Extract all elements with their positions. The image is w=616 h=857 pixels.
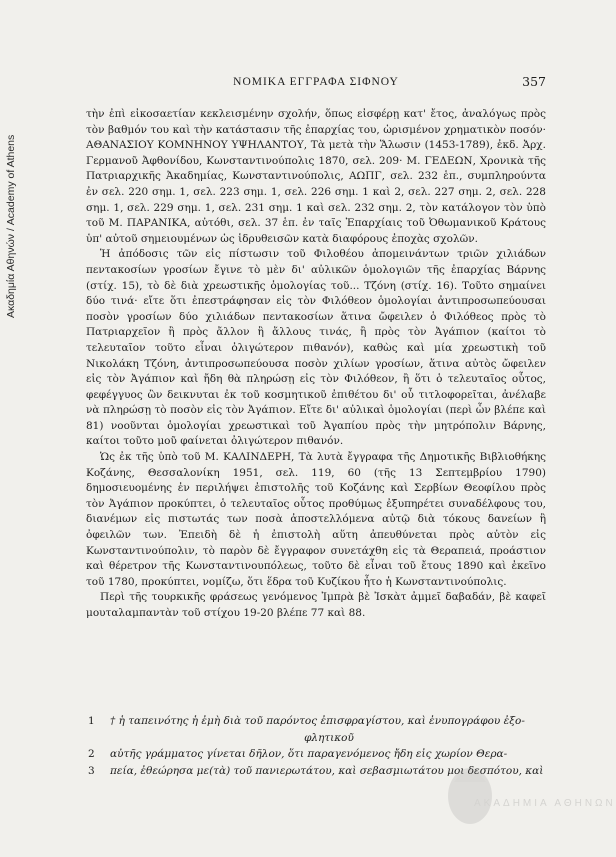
page-number: 357	[522, 74, 546, 89]
athena-head-icon	[440, 760, 500, 830]
watermark-text: ΑΚΑΔΗΜΙΑ ΑΘΗΝΩΝ	[474, 798, 616, 809]
archive-side-label	[5, 18, 31, 318]
line-number: 1	[88, 715, 95, 727]
transcription-line	[88, 713, 548, 730]
paragraph: Ἡ ἀπόδοσις τῶν εἰς πίστωσιν τοῦ Φιλοθέου ἀπομεινάντων τριῶν χιλιάδων πεντακοσίων γροσίων ἔγινε τὸ μὲν δι' αὐλικῶν ὁμολογιῶν τῆς ἐπαρχίας Βάρνης (στίχ. 15), τὸ δὲ διὰ χρεωστικῆς ὁμολογίας τοῦ... Τζόνη (στίχ. 16). Τοῦτο σημαίνει δύο τινά· εἴτε ὅτι ἐπεστράφησαν εἰς τὸν Φιλόθεον ὁμολογίαι ἀντιπροσωπεύουσαι ποσὸν γροσίων δύο χιλιάδων πεντακοσίων ἅτινα ὤφειλεν ὁ Φιλόθεος πρὸς τὸ Πατριαρχεῖον ἢ πρὸς ἄλλον ἢ ἄλλους τινάς, ἢ πρὸς τὸν Ἀγάπιον (καίτοι τὸ τελευταῖον τοῦτο εἶναι ὀλιγώτερον πιθανόν), καθὼς καὶ μία χρεωστικὴ τοῦ Νικολάκη Τζόνη, ἀντιπροσωπεύουσα ποσὸν χιλίων γροσίων, ἅτινα αὐτὸς ὤφειλεν εἰς τὸν Ἀγάπιον καὶ ἤδη θὰ πληρώσῃ εἰς τὸν Φιλόθεον, ἢ ὅτι ὁ τελευταῖος οὗτος, φεφέγγυος ὢν δεικνυται ἐκ τοῦ κοσμητικοῦ ἐπιθέτου δι' οὗ τιτλοφορεῖται, ἀνέλαβε νὰ πληρώσῃ τὸ ποσὸν εἰς τὸν Ἀγάπιον. Εἴτε δι' αὐλικαὶ ὁμολογίαι (περὶ ὧν βλέπε καὶ 81) νοοῦνται ὁμολογίαι χρεωστικαὶ τοῦ Ἀγαπίου πρὸς τὴν μητρόπολιν Βάρνης, καίτοι τοῦτο μοῦ φαίνεται ὀλιγώτερον πιθανόν.	[86, 248, 546, 448]
line-text: πεία, ἐθεώρησα με(τὰ) τοῦ πανιερωτάτου, καὶ σεβασμιωτάτου μοι δεσπότου, καὶ	[110, 764, 544, 777]
line-number: 2	[88, 748, 95, 760]
archive-side-label-text: Ακαδημία Αθηνών / Academy of Athens	[5, 134, 17, 318]
academy-watermark	[440, 760, 616, 830]
page-header	[86, 76, 546, 94]
line-text: † ἡ ταπεινότης ἡ ἐμὴ διὰ τοῦ παρόντος ἐπισφραγίστου, καὶ ἐνυπογράφου ἐξο-	[110, 715, 525, 727]
line-continuation: φλητικοῦ	[304, 731, 354, 744]
line-number: 3	[88, 764, 95, 777]
paragraph: Ὡς ἐκ τῆς ὑπὸ τοῦ Μ. ΚΑΛΙΝΔΕΡΗ, Τὰ λυτὰ ἔγγραφα τῆς Δημοτικῆς Βιβλιοθήκης Κοζάνης, Θεσσαλονίκη 1951, σελ. 119, 60 (τῆς 13 Σεπτεμβρίου 1790) δημοσιευομένης ἐν περιλήψει ἐπιστολῆς τοῦ Κοζάνης καὶ Σερβίων Θεοφίλου πρὸς τὸν Ἀγάπιον προκύπτει, ὁ τελευταῖος οὗτος προθύμως ἐξυπηρέτει συναδέλφους του, διανέμων εἰς πιστωτάς των ποσὰ ἀποστελλόμενα αὐτῷ διὰ τόκους δανείων ἢ ὀφειλῶν των. Ἐπειδὴ δὲ ἡ ἐπιστολὴ αὕτη ἀπευθύνεται πρὸς αὐτὸν εἰς Κωνσταντινούπολιν, τὸ παρὸν δὲ ἔγγραφον συνετάχθη εἰς τὰ Θεραπειά, προάστιον καὶ θέρετρον τῆς Κωνσταντινουπόλεως, τοῦτο δὲ εἶναι τοῦ ἔτους 1890 καὶ ἐκεῖνο τοῦ 1780, προκύπτει, νομίζω, ὅτι ἕδρα τοῦ Κυζίκου ἦτο ἡ Κωνσταντινούπολις.	[86, 451, 546, 588]
paragraph: Περὶ τῆς τουρκικῆς φράσεως γενόμενος Ἰμπρὰ βὲ Ἰσκὰτ ἀμμεῖ δαβαδάν, βὲ καφεῖ μουταλαμπαντὰν τοῦ στίχου 19-20 βλέπε 77 καὶ 88.	[86, 591, 546, 619]
body-text	[86, 107, 546, 622]
paragraph: τὴν ἐπὶ εἰκοσαετίαν κεκλεισμένην σχολήν, ὅπως εἰσφέρῃ κατ' ἔτος, ἀναλόγως πρὸς τὸν βαθμόν του καὶ τὴν κατάστασιν τῆς ἐπαρχίας του, ὡρισμένον χρηματικὸν ποσόν· ΑΘΑΝΑΣΙΟΥ ΚΟΜΝΗΝΟΥ ΥΨΗΛΑΝΤΟΥ, Τὰ μετὰ τὴν Ἅλωσιν (1453-1789), ἐκδ. Ἀρχ. Γερμανοῦ Ἀφθονίδου, Κωνσταντινούπολις 1870, σελ. 209· Μ. ΓΕΔΕΩΝ, Χρονικὰ τῆς Πατριαρχικῆς Ἀκαδημίας, Κωνσταντινούπολις, ΑΩΠΓ, σελ. 232 ἑπ., συμπληρούντα ἐν σελ. 220 σημ. 1, σελ. 223 σημ. 1, σελ. 226 σημ. 1 καὶ 2, σελ. 227 σημ. 2, σελ. 228 σημ. 1, σελ. 229 σημ. 1, σελ. 231 σημ. 1 καὶ σελ. 232 σημ. 2, τὸν κατάλογον τὸν ὑπὸ τοῦ Μ. ΠΑΡΑΝΙΚΑ, αὐτόθι, σελ. 37 ἑπ. ἐν ταῖς Ἐπαρχίαις τοῦ Ὀθωμανικοῦ Κράτους ὑπ' αὐτοῦ σημειουμένων ὡς ἱδρυθεισῶν κατὰ διαφόρους ἐποχὰς σχολῶν.	[86, 108, 546, 245]
running-head: ΝΟΜΙΚΑ ΕΓΓΡΑΦΑ ΣΙΦΝΟΥ	[233, 76, 399, 88]
line-text: αὐτῆς γράμματος γίνεται δῆλον, ὅτι παραγενόμενος ἤδη εἰς χωρίον Θερα-	[110, 748, 508, 760]
